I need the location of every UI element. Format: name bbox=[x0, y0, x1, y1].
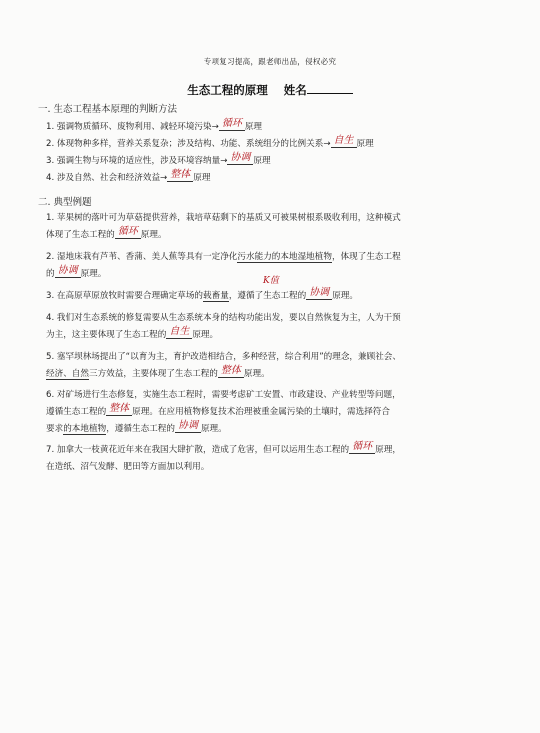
question-text: 要求 bbox=[46, 424, 64, 434]
handwritten-answer: 协调 bbox=[55, 265, 81, 278]
question-text: 体现了生态工程的 bbox=[46, 230, 115, 240]
question-text: 原理。在应用植物修复技术治理被重金属污染的土壤时，需选择符合 bbox=[132, 407, 390, 417]
handwritten-answer: 自生 bbox=[166, 326, 192, 339]
handwritten-answer: 整体 bbox=[106, 403, 132, 416]
question-text: 原理。 bbox=[140, 230, 167, 240]
question-text: 2. 湿地床栽有芦苇、香蒲、美人蕉等具有一定净化 bbox=[46, 252, 238, 262]
name-blank bbox=[307, 84, 353, 94]
rule-text: 3. 强调生物与环境的适应性，涉及环境容纳量→ bbox=[46, 156, 228, 166]
handwritten-answer: 协调 bbox=[175, 420, 201, 433]
question-1-line-2 bbox=[46, 226, 167, 242]
underlined-text: 的本地植物 bbox=[63, 424, 107, 434]
underlined-text: 载畜量 bbox=[203, 291, 229, 301]
question-4-line-2 bbox=[46, 326, 219, 342]
underlined-text: 经济、自然 bbox=[46, 369, 89, 379]
rule-item-4 bbox=[46, 169, 211, 185]
question-text: 7. 加拿大一枝黄花近年来在我国大肆扩散，造成了危害，但可以运用生态工程的 bbox=[46, 445, 350, 455]
section2-heading: 二. 典型例题 bbox=[38, 197, 92, 208]
page-title bbox=[0, 82, 540, 98]
rule-item-3 bbox=[46, 152, 271, 168]
rule-suffix: 原理 bbox=[356, 139, 374, 149]
rule-suffix: 原理 bbox=[244, 122, 263, 132]
rule-item-1 bbox=[46, 118, 263, 134]
question-text: 原理， bbox=[375, 445, 401, 455]
rule-text: 4. 涉及自然、社会和经济效益→ bbox=[46, 173, 168, 183]
rule-text: 1. 强调物质循环、废物利用、减轻环境污染→ bbox=[46, 122, 219, 132]
question-7-line-2: 在造纸、沼气发酵、肥田等方面加以利用。 bbox=[46, 462, 210, 472]
copyright-notice: 专项复习提高，跟老师出品，侵权必究 bbox=[203, 57, 337, 66]
question-text: ，遵循生态工程的 bbox=[106, 424, 175, 434]
question-5-line-1: 5. 塞罕坝林场提出了“以育为主，育护改造相结合，多种经营，综合利用”的理念，兼顾社会、 bbox=[46, 352, 401, 362]
question-4-line-1: 4. 我们对生态系统的修复需要从生态系统本身的结构功能出发，要以自然恢复为主，人为干预 bbox=[46, 313, 401, 323]
rule-suffix: 原理 bbox=[193, 173, 211, 183]
handwritten-answer: 自生 bbox=[331, 135, 357, 148]
handwritten-answer: 循环 bbox=[115, 226, 141, 239]
question-7-line-1 bbox=[46, 441, 401, 457]
question-1-line-1: 1. 苹果树的落叶可为草菇提供营养，栽培草菇剩下的基质又可被果树根系吸收利用，这种模式 bbox=[46, 213, 401, 223]
name-label: 姓名 bbox=[283, 83, 307, 97]
question-text: ，遵循了生态工程的 bbox=[228, 291, 307, 301]
question-text: 原理。 bbox=[80, 269, 107, 279]
question-text: ，体现了生态工程 bbox=[331, 252, 401, 262]
rule-text: 2. 体现物种多样，营养关系复杂；涉及结构、功能、系统组分的比例关系→ bbox=[46, 139, 331, 149]
question-2-line-1 bbox=[46, 251, 401, 263]
question-text: 遵循生态工程的 bbox=[46, 407, 107, 417]
question-6-line-3 bbox=[46, 420, 227, 436]
rule-suffix: 原理 bbox=[253, 156, 271, 166]
underlined-text: 污水能力的本地湿地植物 bbox=[237, 252, 332, 262]
question-text: 原理。 bbox=[192, 330, 219, 340]
question-6-line-1: 6. 对矿场进行生态修复，实施生态工程时，需要考虑矿工安置、市政建设、产业转型等问题， bbox=[46, 390, 401, 400]
question-text: 原理。 bbox=[200, 424, 227, 434]
handwritten-answer: 循环 bbox=[349, 441, 375, 454]
handwritten-answer: 循环 bbox=[219, 118, 245, 131]
rule-item-2 bbox=[46, 135, 374, 151]
question-2-line-2 bbox=[46, 265, 107, 281]
question-text: 原理。 bbox=[332, 291, 358, 301]
handwritten-answer: 整体 bbox=[167, 169, 193, 182]
question-5-line-2 bbox=[46, 365, 270, 381]
section1-heading: 一. 生态工程基本原理的判断方法 bbox=[38, 104, 178, 115]
question-text: 三方效益，主要体现了生态工程的 bbox=[88, 369, 218, 379]
handwritten-note: K值 bbox=[263, 276, 279, 286]
question-text: 的 bbox=[46, 269, 55, 279]
question-text: 原理。 bbox=[243, 369, 270, 379]
handwritten-answer: 协调 bbox=[306, 287, 332, 300]
handwritten-answer: 协调 bbox=[227, 152, 253, 165]
question-6-line-2 bbox=[46, 403, 390, 419]
question-3-line-1 bbox=[46, 287, 358, 303]
handwritten-answer: 整体 bbox=[218, 365, 244, 378]
question-text: 3. 在高原草原放牧时需要合理确定草场的 bbox=[46, 291, 204, 301]
question-text: 为主，这主要体现了生态工程的 bbox=[46, 330, 167, 340]
title-text: 生态工程的原理 bbox=[187, 83, 268, 97]
